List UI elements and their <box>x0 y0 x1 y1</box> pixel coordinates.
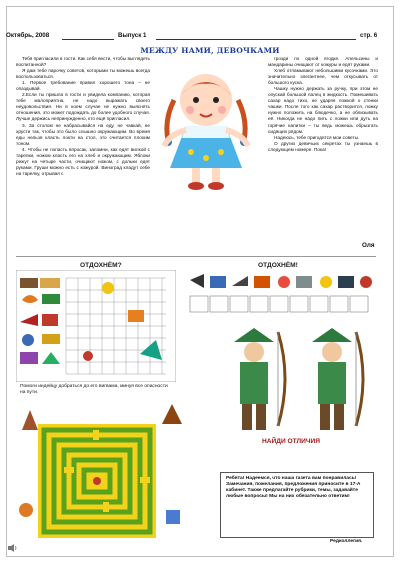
header-date: Октябрь, 2008 <box>6 32 50 39</box>
article-paragraph: Хлеб отламывают небольшими кусочками. Это значительно элегантнее, чем откусывать от большого куска. <box>268 68 378 86</box>
article-title: МЕЖДУ НАМИ, ДЕВОЧКАМИ <box>140 46 280 55</box>
header-page: стр. 6 <box>360 32 378 39</box>
editorial-box <box>220 472 374 538</box>
find-differences-title: НАЙДИ ОТЛИЧИЯ <box>262 438 321 445</box>
right-puzzle-title: ОТДОХНЁМ! <box>258 262 298 269</box>
find-differences-image <box>214 322 374 434</box>
header-rule-left <box>62 39 114 40</box>
article-paragraph: 3. За столом не набрасывайся на еду, не чавкай, не хрусти так, чтобы это было слышно окружающим. Во время еды нельзя класть локти на стол, это считается плохим тоном. <box>16 122 150 146</box>
left-puzzle-title: ОТДОХНЁМ? <box>80 262 122 269</box>
article-paragraph: О других девичьих секретах ты узнаешь в следующем номере. Пока! <box>268 140 378 152</box>
header-issue: Выпуск 1 <box>118 32 147 39</box>
article-paragraph: 1. Первое требование правил хорошего тона – не опаздывай. <box>16 80 150 92</box>
article-signature: Оля <box>362 242 375 249</box>
section-divider <box>16 256 376 257</box>
article-paragraph: Я дам тебе парочку советов, которыми ты можешь всегда воспользоваться. <box>16 68 150 80</box>
rebus-puzzle <box>186 270 376 316</box>
speaker-icon[interactable] <box>8 544 18 552</box>
article-paragraph: Тебя пригласили в гости. Как себя вести, чтобы выглядеть воспитанной? <box>16 56 150 68</box>
article-paragraph: Чашку нужно держать за ручку, при этом не опускай большой палец в жидкость. Помешивать сахар надо тихо, не ударяя ложкой о стенки чашки. После того как сахар растворится, ложку нужно положить на блюдечко, а не облизывать её. Никогда не надо пить с ложки или дуть на горячие напитки – ты ведь можешь обрызгать сидящих рядом. <box>268 86 378 134</box>
article-paragraph: грозди по одной ягодке. Апельсины и мандарины очищают от кожуры и едят руками. <box>268 56 378 68</box>
page-header <box>6 32 382 42</box>
article-paragraph: 4. Чтобы не попасть впросак, запомни, как едят вилкой с тарелки, ножом класть его на хлеб и окружающим. Яблоки режут на четыре части, очищают ножом, с дольки едят руками. Груши можно есть с кожурой. Виноград кладут себе на тарелку, отрывая с <box>16 146 150 176</box>
maze-puzzle <box>16 400 206 544</box>
crossword-puzzle <box>16 270 176 382</box>
header-rule-right <box>156 39 356 40</box>
doll-girl-illustration <box>146 60 266 192</box>
article-right-column <box>268 56 378 153</box>
editorial-text: Ребята! Надеемся, что наша газета вам понравилась! Замечания, пожелания, предложения приносите в 17-А кабинет. Также предлагайте рубрики, темы, задавайте любые вопросы! Мы на них обязательно ответим! <box>226 476 361 500</box>
article-paragraph: Надеюсь, тебе пригодятся мои советы. <box>274 134 360 140</box>
maze-caption: Помоги индейцу добраться до его вигвама, минуя все опасности на пути. <box>20 384 168 395</box>
editorial-signature: Редколлегия. <box>330 539 363 544</box>
article-paragraph: 2.Если ты пришла в гости и увидела компанию, которая тебе малоприятна, не надо выражать своего неудовольствия. Ни в коем случае не нужно выяснять отношения, это может подождать до более удобного случая. Лучше держись непринужденно, кто ещё пригласил. <box>16 92 150 122</box>
article-left-column <box>16 56 150 177</box>
